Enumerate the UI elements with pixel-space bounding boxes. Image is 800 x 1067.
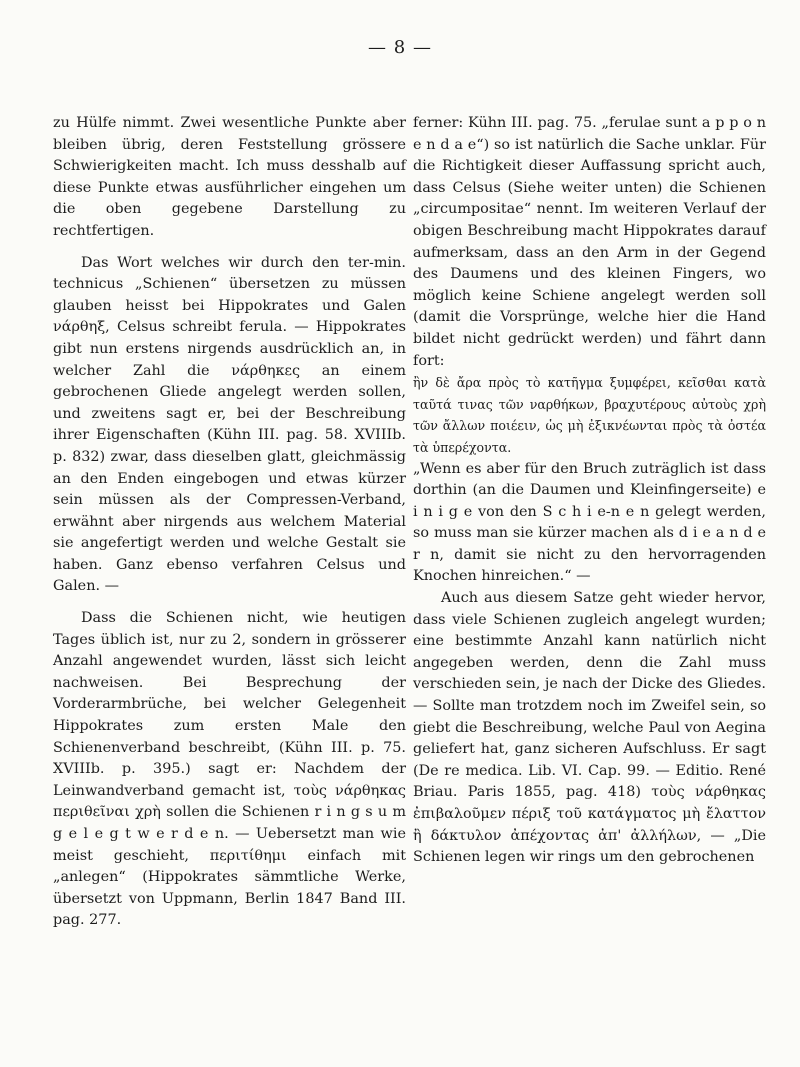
right-column — [413, 113, 766, 869]
paragraph: Das Wort welches wir durch den ter-min. technicus „Schienen“ übersetzen zu müssen glauben heisst bei Hippokrates und Galen νάρθηξ, Celsus schreibt ferula. — Hippokrates gibt nun erstens nirgends ausdrücklich an, in welcher Zahl die νάρθηκες an einem gebrochenen Gliede angelegt werden sollen, und zweitens sagt er, bei der Beschreibung ihrer Eigenschaften (Kühn III. pag. 58. XVIIIb. p. 832) zwar, dass dieselben glatt, gleichmässig an den Enden eingebogen und etwas kürzer sein müssen als der Compressen-Verband, erwähnt aber nirgends aus welchem Material sie angefertigt werden und welche Gestalt sie haben. Ganz ebenso verfahren Celsus und Galen. — — [53, 254, 406, 595]
greek-quotation: ἢν δὲ ἄρα πρὸς τὸ κατῆγμα ξυμφέρει, κεῖσθαι κατὰ ταῦτά τινας τῶν ναρθήκων, βραχυτέρους αὐτοὺς χρὴ τῶν ἄλλων ποιέειν, ὡς μὴ ἐξικνέωνται πρὸς τὰ ὀστέα τὰ ὑπερέχοντα. — [413, 375, 766, 455]
paragraph: Dass die Schienen nicht, wie heutigen Tages üblich ist, nur zu 2, sondern in grösserer Anzahl angewendet wurden, lässt sich leicht nachweisen. Bei Besprechung der Vorderarmbrüche, bei welcher Gelegenheit Hippokrates zum ersten Male den Schienenverband beschreibt, (Kühn III. p. 75. XVIIIb. p. 395.) sagt er: Nachdem der Leinwandverband gemacht ist, τοὺς νάρθηκας περιθεῖναι χρὴ sollen die Schienen r i n g s u m g e l e g t w e r d e n. — Uebersetzt man wie meist geschieht, περιτίθημι einfach mit „anlegen“ (Hippokrates sämmtliche Werke, übersetzt von Uppmann, Berlin 1847 Band III. pag. 277. — [53, 610, 406, 929]
paragraph: Auch aus diesem Satze geht wieder hervor, dass viele Schienen zugleich angelegt wurden; eine bestimmte Anzahl kann natürlich nicht angegeben werden, denn die Zahl muss verschieden sein, je nach der Dicke des Gliedes. — Sollte man trotzdem noch im Zweifel sein, so giebt die Beschreibung, welche Paul von Aegina geliefert hat, ganz sicheren Aufschluss. Er sagt (De re medica. Lib. VI. Cap. 99. — Editio. René Briau. Paris 1855, pag. 418) τοὺς νάρθηκας ἐπιβαλοῦμεν πέριξ τοῦ κατάγματος μὴ ἔλαττον ἢ δάκτυλον ἀπέχοντας ἀπ' ἀλλήλων, — „Die Schienen legen wir rings um den gebrochenen — [413, 590, 766, 866]
page-number: — 8 — — [368, 37, 432, 58]
paragraph: ferner: Kühn III. pag. 75. „ferulae sunt a p p o n e n d a e“) so ist natürlich die Sache unklar. Für die Richtigkeit dieser Auffassung spricht auch, dass Celsus (Siehe weiter unten) die Schienen „circumpositae“ nennt. Im weiteren Verlauf der obigen Beschreibung macht Hippokrates darauf aufmerksam, dass an den Arm in der Gegend des Daumens und des kleinen Fingers, wo möglich keine Schiene angelegt werden soll (damit die Vorsprünge, welche hier die Hand bildet nicht gedrückt werden) und fährt dann fort: — [413, 115, 766, 369]
paragraph: „Wenn es aber für den Bruch zuträglich ist dass dorthin (an die Daumen und Kleinfingerseite) e i n i g e von den S c h i e-n e n gelegt werden, so muss man sie kürzer machen als d i e a n d e r n, damit sie nicht zu den hervorragenden Knochen hinreichen.“ — — [413, 460, 766, 585]
paragraph: zu Hülfe nimmt. Zwei wesentliche Punkte aber bleiben übrig, deren Feststellung grössere Schwierigkeiten macht. Ich muss desshalb auf diese Punkte etwas ausführlicher eingehen um die oben gegebene Darstellung zu rechtfertigen. — [53, 115, 406, 239]
left-column — [53, 113, 406, 932]
